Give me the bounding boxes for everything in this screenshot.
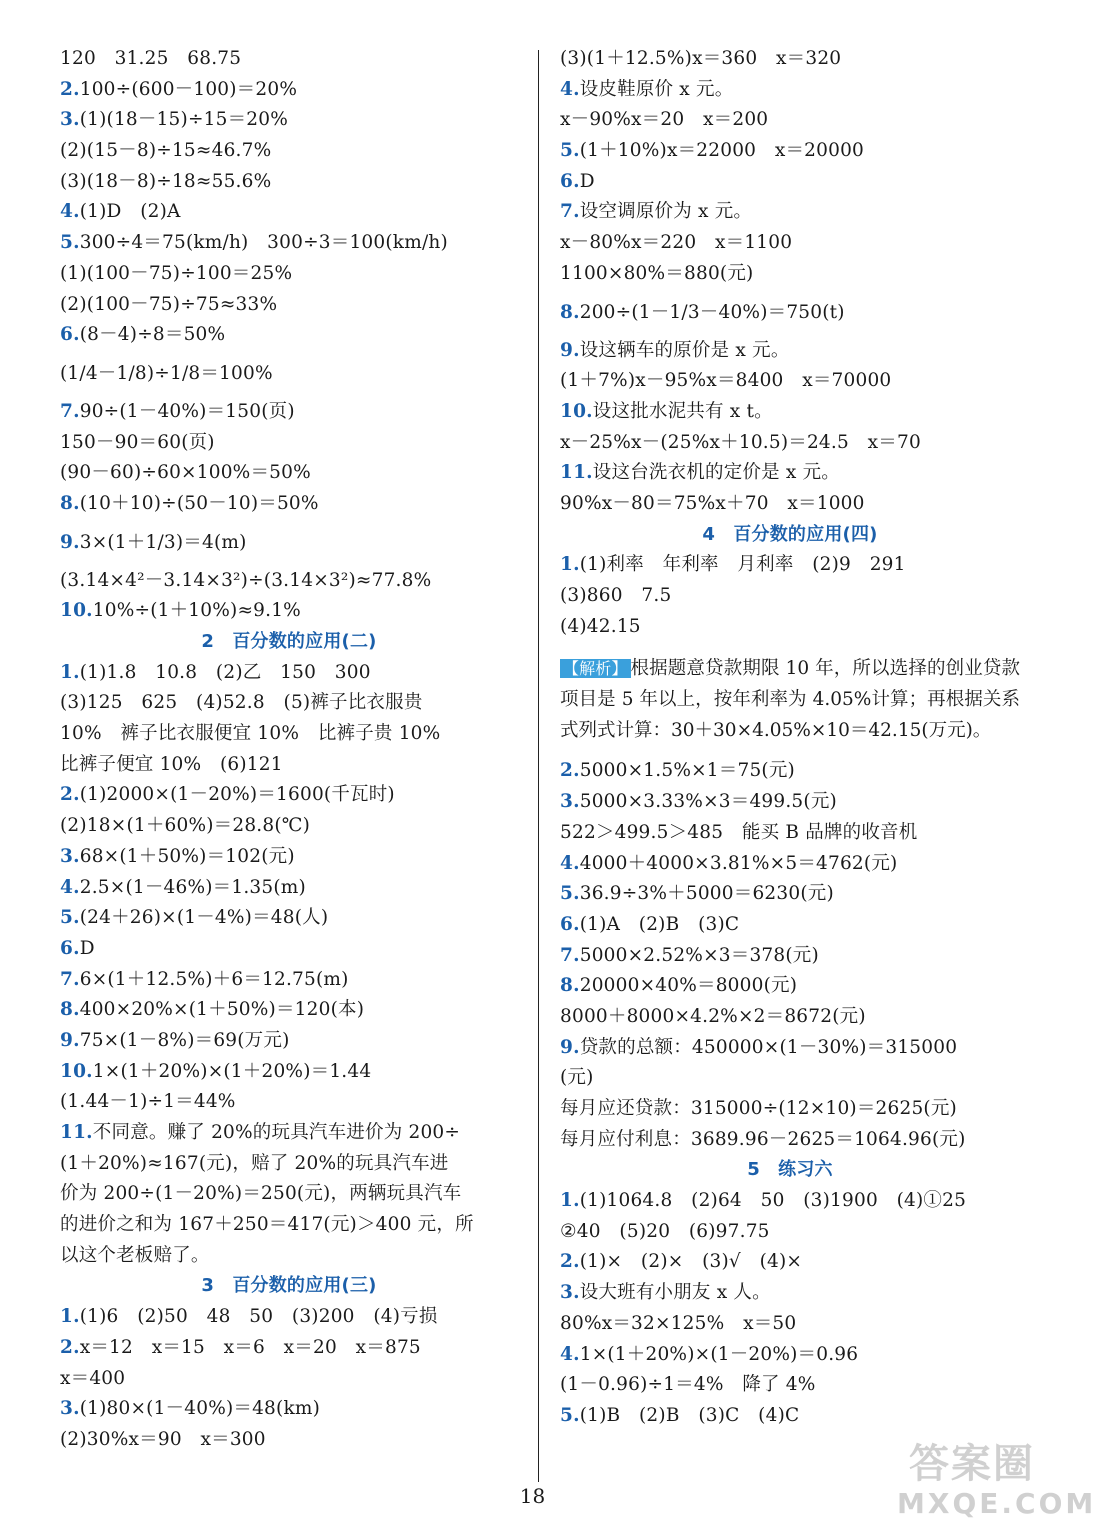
question-number: 10. — [60, 600, 93, 622]
answer-line: 8.400×20%×(1＋50%)＝120(本) — [60, 999, 365, 1021]
answer-line: 5.(1＋10%)x＝22000 x＝20000 — [560, 140, 865, 162]
answer-line: 6.D — [60, 937, 95, 959]
section-heading: 2 百分数的应用(二) — [201, 631, 377, 652]
question-number: 6. — [560, 913, 580, 935]
answer-line: 120 31.25 68.75 — [60, 48, 242, 69]
answer-line: 3.设大班有小朋友 x 人。 — [560, 1282, 771, 1304]
answer-line: 3.68×(1＋50%)＝102(元) — [60, 845, 295, 867]
analysis-text: 根据题意贷款期限 10 年，所以选择的创业贷款项目是 5 年以上，按年利率为 4.05%计算；再根据关系式列式计算：30＋30×4.05%×10＝42.15(万元)。 — [560, 658, 1020, 741]
question-number: 5. — [60, 907, 80, 929]
question-number: 3. — [560, 1282, 580, 1304]
answer-line: 5.36.9÷3%＋5000＝6230(元) — [560, 883, 834, 905]
question-number: 8. — [560, 975, 580, 997]
section-heading: 4 百分数的应用(四) — [702, 523, 878, 545]
answer-line: 9.75×(1－8%)＝69(万元) — [60, 1029, 290, 1051]
question-number: 4. — [560, 852, 580, 874]
answer-line: 10.设这批水泥共有 x t。 — [560, 400, 773, 422]
watermark-logo — [897, 1440, 1096, 1530]
answer-line: 8000＋8000×4.2%×2＝8672(元) — [560, 1005, 866, 1027]
question-number: 7. — [560, 201, 580, 223]
question-number: 11. — [560, 462, 593, 484]
question-number: 2. — [560, 760, 580, 782]
section-heading: 3 百分数的应用(三) — [201, 1275, 377, 1297]
answer-line: 1.(1)6 (2)50 48 50 (3)200 (4)亏损 — [60, 1306, 438, 1328]
answer-line: (1.44－1)÷1＝44% — [60, 1091, 236, 1113]
answer-line: 8.20000×40%＝8000(元) — [560, 975, 798, 997]
question-number: 4. — [560, 1343, 580, 1365]
answer-line: 4.(1)D (2)A — [60, 201, 181, 223]
answer-line: 10.1×(1＋20%)×(1＋20%)＝1.44 — [60, 1060, 372, 1082]
question-number: 1. — [60, 1306, 80, 1328]
answer-line: 2.100÷(600－100)＝20% — [60, 78, 298, 100]
question-number: 9. — [560, 1036, 580, 1058]
watermark-text: 答案圈 — [909, 1441, 1035, 1487]
question-number: 9. — [560, 339, 580, 361]
question-number: 8. — [60, 492, 80, 514]
question-number: 9. — [60, 1029, 80, 1051]
question-number: 10. — [560, 400, 593, 422]
answer-line: 比裤子便宜 10% (6)121 — [60, 753, 283, 775]
answer-line: (90－60)÷60×100%＝50% — [60, 462, 311, 484]
question-number: 2. — [60, 78, 80, 100]
question-number: 5. — [560, 883, 580, 905]
answer-line: 2.(1)2000×(1－20%)＝1600(千瓦时) — [60, 784, 395, 806]
answer-line: (2)(100－75)÷75≈33% — [60, 293, 278, 315]
answer-line: (1/4－1/8)÷1/8＝100% — [60, 362, 273, 384]
answer-line: 80%x＝32×125% x＝50 — [560, 1312, 797, 1334]
question-number: 9. — [60, 531, 80, 553]
question-number: 7. — [60, 968, 80, 990]
question-number: 1. — [60, 661, 80, 683]
answer-line: 的进价之和为 167＋250＝417(元)＞400 元，所 — [60, 1214, 474, 1236]
answer-line: 3.(1)80×(1－40%)＝48(km) — [60, 1398, 321, 1420]
answer-line: 2.(1)× (2)× (3)√ (4)× — [560, 1251, 803, 1273]
answer-line: 10% 裤子比衣服便宜 10% 比裤子贵 10% — [60, 723, 441, 745]
answer-line: 3.5000×3.33%×3＝499.5(元) — [560, 791, 837, 813]
answer-line: 1.(1)1064.8 (2)64 50 (3)1900 (4)①25 — [560, 1190, 967, 1212]
question-number: 4. — [60, 201, 80, 223]
answer-line: 8.(10＋10)÷(50－10)＝50% — [60, 492, 319, 514]
question-number: 6. — [60, 937, 80, 959]
answer-line: (1＋20%)≈167(元)，赔了 20%的玩具汽车进 — [60, 1152, 449, 1174]
analysis-box — [560, 654, 1020, 746]
answer-line: (2)30%x＝90 x＝300 — [60, 1428, 266, 1450]
left-column — [60, 44, 518, 1456]
answer-line: 6.D — [560, 170, 595, 192]
question-number: 8. — [560, 301, 580, 323]
question-number: 2. — [60, 1336, 80, 1358]
question-number: 7. — [60, 400, 80, 422]
answer-line: x－90%x＝20 x＝200 — [560, 109, 769, 131]
answer-line: 2.x＝12 x＝15 x＝6 x＝20 x＝875 — [60, 1336, 421, 1358]
answer-line: 8.200÷(1－1/3－40%)＝750(t) — [560, 301, 845, 323]
answer-line: x－80%x＝220 x＝1100 — [560, 232, 793, 254]
answer-line: 6.(1)A (2)B (3)C — [560, 913, 740, 935]
question-number: 1. — [560, 1190, 580, 1212]
answer-line: 4.4000＋4000×3.81%×5＝4762(元) — [560, 852, 898, 874]
question-number: 5. — [60, 232, 80, 254]
answer-line: 1.(1)1.8 10.8 (2)乙 150 300 — [60, 661, 371, 683]
answer-line: 90%x－80＝75%x＋70 x＝1000 — [560, 492, 865, 514]
answer-line: 2.5000×1.5%×1＝75(元) — [560, 760, 795, 782]
answer-line: (3)(18－8)÷18≈55.6% — [60, 170, 272, 192]
page-number: 18 — [519, 1484, 546, 1508]
column-divider — [538, 50, 539, 1482]
answer-line: 522＞499.5＞485 能买 B 品牌的收音机 — [560, 821, 918, 843]
right-column — [560, 44, 1020, 1432]
question-number: 11. — [60, 1122, 93, 1143]
answer-line: 5.(24＋26)×(1－4%)＝48(人) — [60, 907, 329, 929]
answer-line: (3)125 625 (4)52.8 (5)裤子比衣服贵 — [60, 692, 423, 714]
answer-line: x－25%x－(25%x＋10.5)＝24.5 x＝70 — [560, 431, 921, 453]
question-number: 4. — [560, 78, 580, 100]
question-number: 4. — [60, 876, 80, 898]
question-number: 2. — [560, 1251, 580, 1273]
answer-line: (2)18×(1＋60%)＝28.8(℃) — [60, 815, 311, 837]
answer-line: (1)(100－75)÷100＝25% — [60, 262, 293, 284]
answer-line: 每月应还贷款：315000÷(12×10)＝2625(元) — [560, 1098, 957, 1120]
answer-line: (元) — [560, 1067, 594, 1089]
answer-line: 4.设皮鞋原价 x 元。 — [560, 78, 734, 100]
answer-line: 1.(1)利率 年利率 月利率 (2)9 291 — [560, 554, 906, 576]
analysis-tag: 【解析】 — [560, 659, 631, 678]
question-number: 6. — [560, 170, 580, 192]
answer-line: 6.(8－4)÷8＝50% — [60, 324, 226, 346]
answer-line: 4.1×(1＋20%)×(1－20%)＝0.96 — [560, 1343, 859, 1365]
answer-line: 9.3×(1＋1/3)＝4(m) — [60, 531, 247, 553]
answer-line: 1100×80%＝880(元) — [560, 262, 754, 284]
answer-line: (3)(1＋12.5%)x＝360 x＝320 — [560, 48, 842, 69]
answer-line: 每月应付利息：3689.96－2625＝1064.96(元) — [560, 1128, 966, 1150]
answer-line: 11.设这台洗衣机的定价是 x 元。 — [560, 462, 840, 484]
answer-line: 9.设这辆车的原价是 x 元。 — [560, 339, 790, 361]
answer-line: 5.(1)B (2)B (3)C (4)C — [560, 1404, 800, 1426]
answer-line: (2)(15－8)÷15≈46.7% — [60, 140, 272, 162]
answer-line: x＝400 — [60, 1367, 126, 1389]
answer-line: (1＋7%)x－95%x＝8400 x＝70000 — [560, 370, 892, 392]
question-number: 2. — [60, 784, 80, 806]
question-number: 3. — [60, 109, 80, 131]
question-number: 3. — [60, 845, 80, 867]
answer-line: 11.不同意。赚了 20%的玩具汽车进价为 200÷ — [60, 1122, 461, 1143]
answer-line: 10.10%÷(1＋10%)≈9.1% — [60, 600, 301, 622]
answer-line: 7.设空调原价为 x 元。 — [560, 201, 753, 223]
question-number: 10. — [60, 1060, 93, 1082]
answer-line: 4.2.5×(1－46%)＝1.35(m) — [60, 876, 306, 898]
answer-line: 7.90÷(1－40%)＝150(页) — [60, 400, 295, 422]
watermark-url: MXQE.COM — [897, 1487, 1096, 1520]
answer-line: (1－0.96)÷1＝4% 降了 4% — [560, 1374, 816, 1396]
answer-line: 3.(1)(18－15)÷15＝20% — [60, 109, 289, 131]
answer-line: (4)42.15 — [560, 615, 641, 637]
answer-line: 价为 200÷(1－20%)＝250(元)，两辆玩具汽车 — [60, 1183, 462, 1205]
answer-line: ②40 (5)20 (6)97.75 — [560, 1220, 770, 1242]
answer-line: 150－90＝60(页) — [60, 431, 215, 453]
answer-line: 7.5000×2.52%×3＝378(元) — [560, 944, 819, 966]
answer-line: 9.贷款的总额：450000×(1－30%)＝315000 — [560, 1036, 958, 1058]
question-number: 3. — [560, 791, 580, 813]
answer-line: 以这个老板赔了。 — [60, 1244, 210, 1266]
question-number: 6. — [60, 324, 80, 346]
answer-line: (3)860 7.5 — [560, 585, 672, 606]
answer-line: 7.6×(1＋12.5%)＋6＝12.75(m) — [60, 968, 349, 990]
question-number: 5. — [560, 140, 580, 162]
question-number: 5. — [560, 1404, 580, 1426]
question-number: 3. — [60, 1398, 80, 1420]
answer-line: (3.14×4²－3.14×3²)÷(3.14×3²)≈77.8% — [60, 569, 432, 591]
section-heading: 5 练习六 — [747, 1159, 833, 1181]
answer-line: 5.300÷4＝75(km/h) 300÷3＝100(km/h) — [60, 232, 448, 254]
question-number: 1. — [560, 554, 580, 576]
question-number: 8. — [60, 999, 80, 1021]
question-number: 7. — [560, 944, 580, 966]
